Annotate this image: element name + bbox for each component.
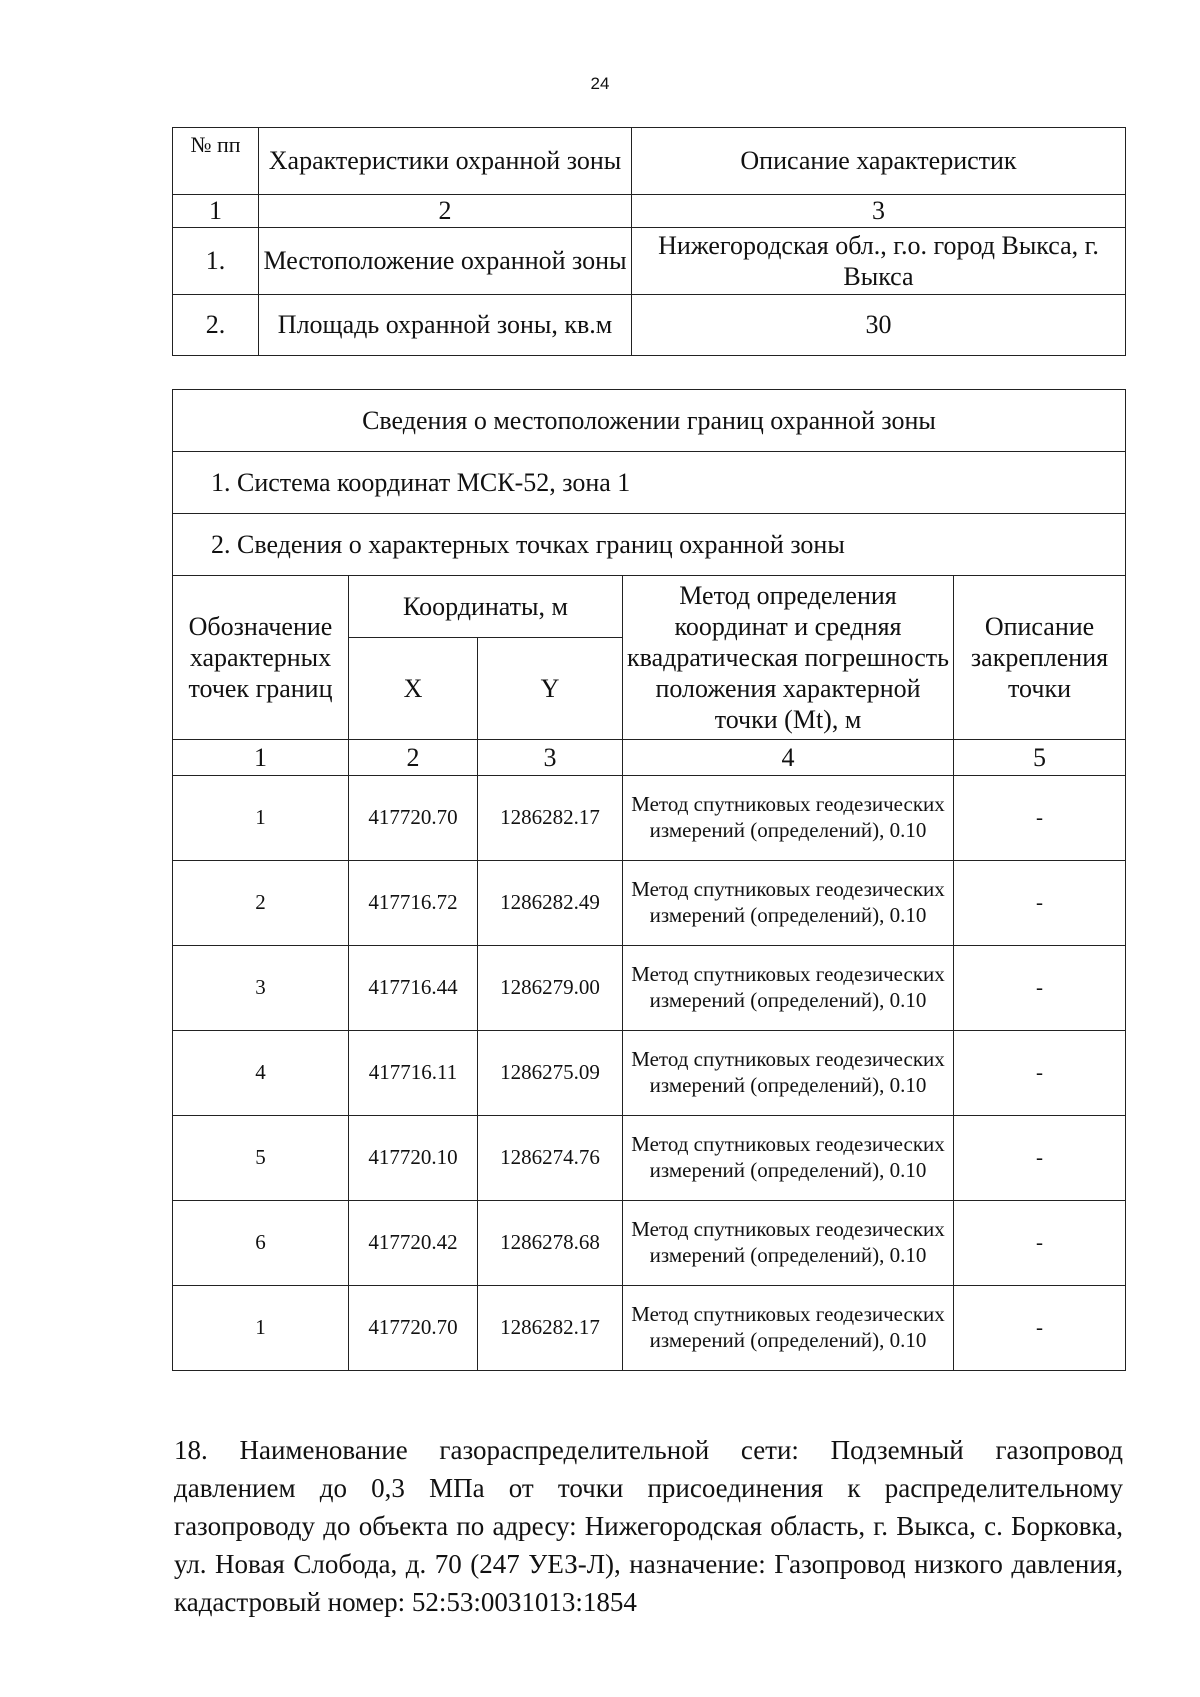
method-text: Метод спутниковых геодезических измерений (определений), 0.10 bbox=[623, 776, 954, 861]
table-row bbox=[173, 861, 1126, 946]
table-header-row bbox=[173, 128, 1126, 195]
header-cell: Описание характеристик bbox=[632, 128, 1126, 195]
method-text: Метод спутниковых геодезических измерений (определений), 0.10 bbox=[623, 1201, 954, 1286]
header-cell: № пп bbox=[173, 128, 259, 195]
coord-x: 417720.70 bbox=[349, 1286, 478, 1371]
col-header-coords: Координаты, м bbox=[349, 576, 623, 638]
point-description: - bbox=[954, 1201, 1126, 1286]
coord-x: 417720.10 bbox=[349, 1116, 478, 1201]
point-description: - bbox=[954, 1116, 1126, 1201]
table-cell: Площадь охранной зоны, кв.м bbox=[259, 295, 632, 356]
col-header-x: X bbox=[349, 638, 478, 740]
coord-y: 1286274.76 bbox=[478, 1116, 623, 1201]
point-number: 3 bbox=[173, 946, 349, 1031]
index-cell: 3 bbox=[632, 195, 1126, 228]
coord-system-label: 1. Система координат МСК-52, зона 1 bbox=[173, 452, 1126, 514]
table-cell: 1. bbox=[173, 228, 259, 295]
table-row bbox=[173, 295, 1126, 356]
table-row bbox=[173, 1116, 1126, 1201]
col-header-y: Y bbox=[478, 638, 623, 740]
point-description: - bbox=[954, 1286, 1126, 1371]
method-text: Метод спутниковых геодезических измерений (определений), 0.10 bbox=[623, 861, 954, 946]
method-text: Метод спутниковых геодезических измерений (определений), 0.10 bbox=[623, 1286, 954, 1371]
point-description: - bbox=[954, 946, 1126, 1031]
table-cell: 30 bbox=[632, 295, 1126, 356]
table-row bbox=[173, 1031, 1126, 1116]
point-number: 2 bbox=[173, 861, 349, 946]
table-cell: 2. bbox=[173, 295, 259, 356]
coord-system-row bbox=[173, 452, 1126, 514]
table-cell: Нижегородская обл., г.о. город Выкса, г. Выкса bbox=[632, 228, 1126, 295]
index-cell: 1 bbox=[173, 195, 259, 228]
col-header-description: Описание закрепления точки bbox=[954, 576, 1126, 740]
index-cell: 2 bbox=[349, 740, 478, 776]
table-row bbox=[173, 1286, 1126, 1371]
protection-zone-characteristics-table bbox=[172, 127, 1126, 356]
coord-y: 1286278.68 bbox=[478, 1201, 623, 1286]
table-title: Сведения о местоположении границ охранной зоны bbox=[173, 390, 1126, 452]
method-text: Метод спутниковых геодезических измерений (определений), 0.10 bbox=[623, 1031, 954, 1116]
coord-x: 417720.70 bbox=[349, 776, 478, 861]
coord-y: 1286275.09 bbox=[478, 1031, 623, 1116]
coord-y: 1286282.49 bbox=[478, 861, 623, 946]
column-header-row bbox=[173, 576, 1126, 638]
table-title-row bbox=[173, 390, 1126, 452]
index-cell: 3 bbox=[478, 740, 623, 776]
points-section-title: 2. Сведения о характерных точках границ охранной зоны bbox=[173, 514, 1126, 576]
coord-y: 1286282.17 bbox=[478, 1286, 623, 1371]
table-row bbox=[173, 946, 1126, 1031]
point-number: 5 bbox=[173, 1116, 349, 1201]
point-number: 4 bbox=[173, 1031, 349, 1116]
method-text: Метод спутниковых геодезических измерений (определений), 0.10 bbox=[623, 1116, 954, 1201]
coord-x: 417716.44 bbox=[349, 946, 478, 1031]
point-description: - bbox=[954, 1031, 1126, 1116]
col-header-point: Обозначение характерных точек границ bbox=[173, 576, 349, 740]
point-number: 1 bbox=[173, 776, 349, 861]
point-number: 1 bbox=[173, 1286, 349, 1371]
point-number: 6 bbox=[173, 1201, 349, 1286]
boundary-location-table bbox=[172, 389, 1126, 1371]
index-cell: 2 bbox=[259, 195, 632, 228]
point-description: - bbox=[954, 776, 1126, 861]
coord-x: 417720.42 bbox=[349, 1201, 478, 1286]
col-header-method: Метод определения координат и средняя квадратическая погрешность положения характерной точки (Mt), м bbox=[623, 576, 954, 740]
table-cell: Местоположение охранной зоны bbox=[259, 228, 632, 295]
page-number: 24 bbox=[590, 74, 610, 93]
coord-x: 417716.72 bbox=[349, 861, 478, 946]
index-row bbox=[173, 195, 1126, 228]
table-row bbox=[173, 776, 1126, 861]
coord-x: 417716.11 bbox=[349, 1031, 478, 1116]
point-description: - bbox=[954, 861, 1126, 946]
method-text: Метод спутниковых геодезических измерений (определений), 0.10 bbox=[623, 946, 954, 1031]
coord-y: 1286282.17 bbox=[478, 776, 623, 861]
points-title-row bbox=[173, 514, 1126, 576]
header-cell: Характеристики охранной зоны bbox=[259, 128, 632, 195]
index-cell: 4 bbox=[623, 740, 954, 776]
table-row bbox=[173, 1201, 1126, 1286]
index-cell: 5 bbox=[954, 740, 1126, 776]
coord-y: 1286279.00 bbox=[478, 946, 623, 1031]
index-cell: 1 bbox=[173, 740, 349, 776]
table-row bbox=[173, 228, 1126, 295]
section-18-paragraph: 18. Наименование газораспределительной сети: Подземный газопровод давлением до 0,3 МПа от точки присоединения к распределительному газопроводу до объекта по адресу: Нижегородская область, г. Выкса, с. Борковка, ул. Новая Слобода, д. 70 (247 УЕЗ-Л), назначение: Газопровод низкого давления, кадастровый номер: 52:53:0031013:1854 bbox=[174, 1435, 1123, 1617]
index-row bbox=[173, 740, 1126, 776]
